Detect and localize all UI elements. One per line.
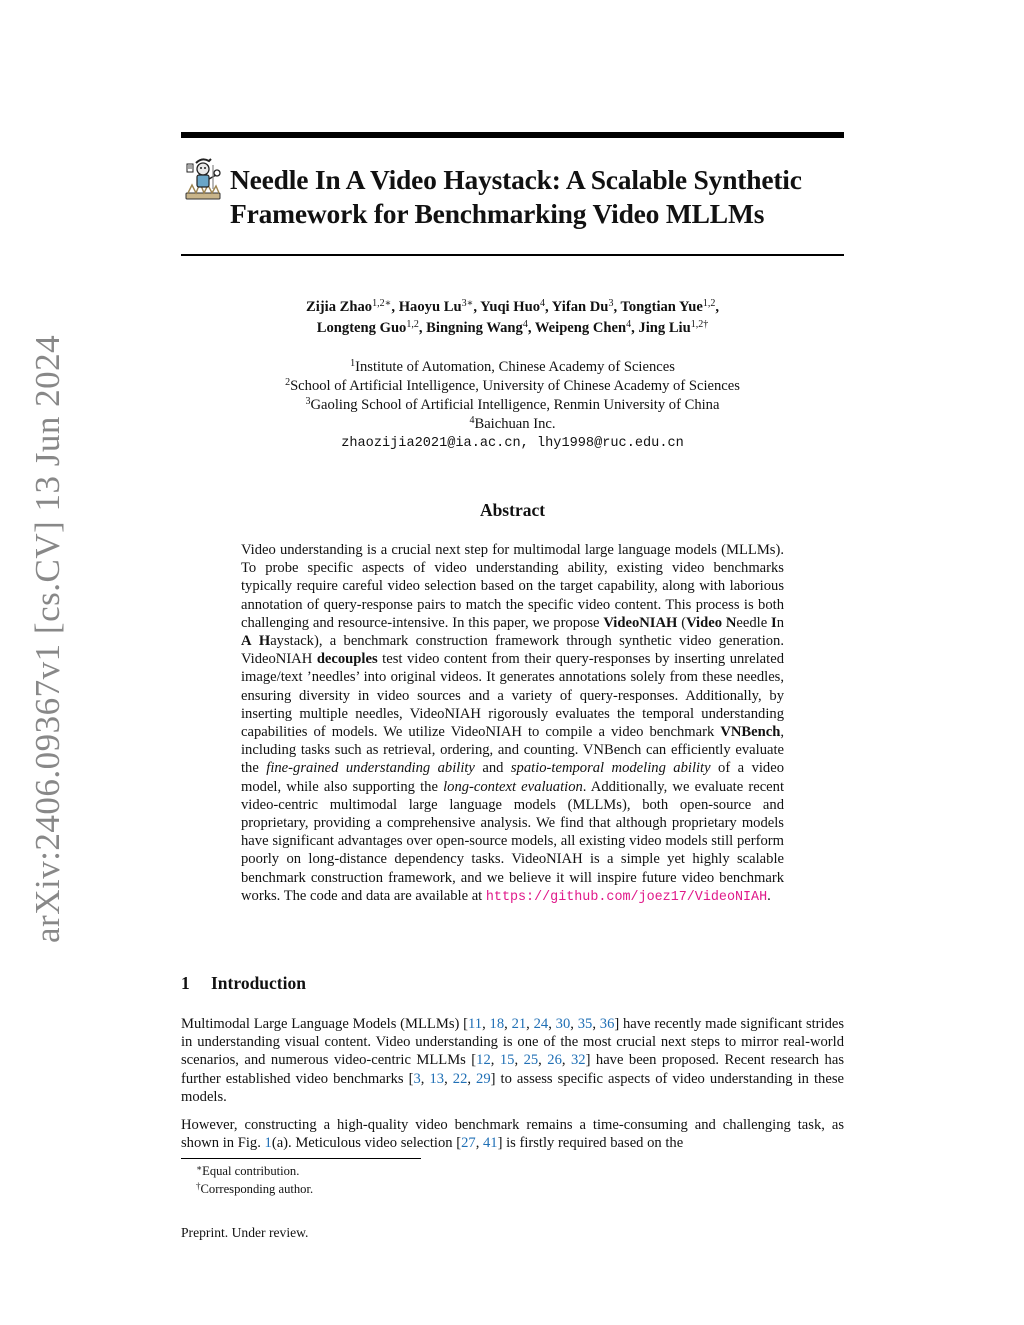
preprint-notice: Preprint. Under review. xyxy=(181,1225,309,1240)
arxiv-identifier: arXiv:2406.09367v1 [cs.CV] 13 Jun 2024 xyxy=(28,334,67,943)
equal-contribution-mark: ∗ xyxy=(384,298,392,309)
citation-link[interactable]: 25 xyxy=(523,1052,539,1069)
abstract-italic: long-context evaluation xyxy=(443,778,583,795)
author-name: Yuqi Huo xyxy=(480,299,541,315)
abstract-heading: Abstract xyxy=(479,500,546,520)
abstract-text: . Additionally, we evaluate recent video-centric multimodal large language models (MLLMs), both open-source and proprietary, providing a comprehensive analysis. We find that although proprietary models have significant advantages over open-source models, all existing video models still perform poorly on long-distance dependency tasks. VideoNIAH is a simple yet highly scalable benchmark construction framework, and we believe it will inspire future video benchmark works. The code and data are available at xyxy=(241,778,784,904)
abstract-bold: I xyxy=(771,614,777,631)
citation-link[interactable]: 24 xyxy=(533,1016,549,1032)
citation-link[interactable]: 29 xyxy=(476,1070,491,1087)
intro-paragraph-2: However, constructing a high-quality video benchmark remains a time-consuming and challenging task, as shown in Fig. 1(a). Meticulous video selection [27, 41] is firstly required based on the xyxy=(181,1117,844,1152)
section-title: Introduction xyxy=(211,973,306,993)
author-affil-sup: 1,2 xyxy=(372,298,385,309)
citation-link[interactable]: 18 xyxy=(489,1016,505,1032)
abstract-text: of a video model, while also supporting the xyxy=(241,760,784,795)
citation-link[interactable]: 22 xyxy=(452,1070,468,1087)
author-line-1: Zijia Zhao$^{1,2∗}$, Haoyu $Lu^{3∗}$, Yuqi Huo$^4$, Yifan Du$^3$, Tongtian Yue$^{1,2}$, xyxy=(306,298,719,315)
affiliation xyxy=(181,415,844,434)
abstract-text xyxy=(252,633,259,649)
affiliation xyxy=(181,396,844,415)
citation-link[interactable]: 35 xyxy=(577,1016,593,1032)
equal-contribution-mark: ∗ xyxy=(466,298,474,309)
title-line-2: Framework for Benchmarking Video MLLMs xyxy=(230,198,765,229)
affiliation-number: 2 xyxy=(285,377,291,388)
abstract-text: Video understanding is a crucial next step for multimodal large language models (MLLMs). To probe specific aspects of video understanding ability, existing video benchmarks typically require careful video selection based on the target capability, along with laborious annotation of query-response pairs to match the specific video content. This process is both challenging and resource-intensive. In this paper, we propose xyxy=(241,542,784,631)
abstract-text: ( xyxy=(677,614,687,631)
author-affil-sup: 1,2 xyxy=(406,319,419,330)
affiliation-text: Institute of Automation, Chinese Academy of Sciences xyxy=(355,359,675,375)
affiliation-text: School of Artificial Intelligence, University of Chinese Academy of Sciences xyxy=(290,378,740,394)
footnote-text: Equal contribution. xyxy=(202,1164,300,1178)
author-affil-sup: 3 xyxy=(461,298,467,309)
affiliation-text: Baichuan Inc. xyxy=(474,416,556,432)
contact-emails: zhaozijia2021@ia.ac.cn, lhy1998@ruc.edu.cn xyxy=(341,436,684,451)
author-name: Yifan Du xyxy=(551,299,609,315)
citation-link[interactable]: 12 xyxy=(476,1052,491,1069)
corresponding-author-mark: † xyxy=(703,319,709,330)
author-name: Bingning Wang xyxy=(426,320,523,336)
author-name: Haoyu Lu xyxy=(398,299,462,315)
author-name: Longteng Guo xyxy=(316,320,407,336)
title-rule-top xyxy=(181,132,844,138)
citation-link[interactable]: 21 xyxy=(511,1016,527,1032)
title-line-1: Needle In A Video Haystack: A Scalable Synthetic xyxy=(230,164,802,195)
abstract-bold: decouples xyxy=(316,651,378,668)
affiliation-number: 4 xyxy=(469,415,475,426)
footnote-equal-contribution xyxy=(196,1162,313,1180)
abstract-bold: VideoNIAH xyxy=(603,614,678,631)
author-affil-sup: 4 xyxy=(522,319,528,330)
affiliation-list xyxy=(181,358,844,453)
author-affil-sup: 4 xyxy=(626,319,632,330)
footnote-mark: ∗ xyxy=(196,1163,203,1173)
body-text: (a). Meticulous video selection [ xyxy=(271,1135,462,1152)
author-affil-sup: 1,2 xyxy=(702,298,716,309)
section-number: 1 xyxy=(181,973,190,993)
abstract-bold: A xyxy=(241,633,252,650)
author-affil-sup: 3 xyxy=(608,298,614,309)
footnotes xyxy=(196,1162,313,1198)
citation-link[interactable]: 11 xyxy=(468,1016,483,1032)
abstract-bold: H xyxy=(258,633,271,650)
citation-link[interactable]: 32 xyxy=(570,1052,586,1069)
body-text: However, constructing a high-quality video benchmark remains a time-consuming and challenging task, as shown in Fig. xyxy=(181,1117,844,1152)
abstract-bold: VNBench xyxy=(720,724,781,741)
author-name: Zijia Zhao xyxy=(306,299,373,315)
author-list xyxy=(181,297,844,339)
author-name: Tongtian Yue xyxy=(620,299,703,315)
abstract-text: test video content from their query-responses by inserting unrelated image/text ’needles’ into original videos. It generates annotations solely from these needles, ensuring diversity in video sources and a variety of query-responses. Additionally, by inserting multiple needles, VideoNIAH rigorously evaluates the temporal understanding capabilities of models. We utilize VideoNIAH to compile a video benchmark xyxy=(241,651,784,741)
abstract-bold: N xyxy=(722,614,737,631)
title-rule-bottom xyxy=(181,254,844,256)
footnote-rule xyxy=(181,1158,421,1159)
code-repository-link[interactable]: https://github.com/joez17/VideoNIAH xyxy=(485,889,768,905)
abstract-text: aystack), a benchmark construction framework through synthetic video generation. VideoNIAH xyxy=(241,633,784,668)
body-text: ] have recently made significant strides in understanding visual content. Video understanding is one of the most crucial next steps to mirror real-world scenarios, and numerous video-centric MLLMs [ xyxy=(181,1016,845,1069)
abstract-text: . xyxy=(767,887,771,904)
citation-link[interactable]: 3 xyxy=(413,1070,421,1087)
body-text: ] to assess specific aspects of video understanding in these models. xyxy=(181,1070,844,1105)
body-text: Multimodal Large Language Models (MLLMs) [ xyxy=(181,1016,469,1032)
section-heading-introduction xyxy=(181,973,306,994)
body-text: ] have been proposed. Recent research has further established video benchmarks [ xyxy=(181,1052,845,1087)
affiliation xyxy=(181,358,844,377)
footnote-text: Corresponding author. xyxy=(200,1182,314,1196)
body-text: ] is firstly required based on the xyxy=(497,1135,684,1152)
affiliation xyxy=(181,377,844,396)
footnote-mark: † xyxy=(196,1181,201,1191)
affiliation-text: Gaoling School of Artificial Intelligence, Renmin University of China xyxy=(310,397,720,413)
intro-paragraph-1: Multimodal Large Language Models (MLLMs) [11, 18, 21, 24, 30, 35, 36] have recently made significant strides in understanding visual content. Video understanding is one of the most crucial next steps to mirror real-world scenarios, and numerous video-centric MLLMs [12, 15, 25, 26, 32] have been proposed. Recent research has further established video benchmarks [3, 13, 22, 29] to assess specific aspects of video understanding in these models. xyxy=(181,1016,845,1105)
citation-link[interactable]: 13 xyxy=(429,1070,445,1087)
abstract-text: eedle xyxy=(736,614,771,631)
needle-haystack-logo-icon xyxy=(182,155,224,201)
citation-link[interactable]: 27 xyxy=(461,1135,476,1152)
affiliation-number: 1 xyxy=(350,358,356,369)
author-line-2: Longteng Guo$^{1,2}$, Bingning Wang$^4$, Weipeng Chen$^4$, Jing Liu$^{1,2\dagger}$ xyxy=(316,319,709,336)
abstract-bold: Video xyxy=(686,614,723,631)
paper-title xyxy=(230,163,850,231)
citation-link[interactable]: 30 xyxy=(555,1016,571,1032)
citation-link[interactable]: 26 xyxy=(547,1052,562,1069)
author-name: Weipeng Chen xyxy=(534,320,627,336)
abstract-italic: spatio-temporal modeling ability xyxy=(510,760,711,777)
author-affil-sup: 4 xyxy=(540,298,546,309)
abstract-body xyxy=(241,541,784,907)
affiliation-number: 3 xyxy=(305,396,311,407)
footnote-corresponding-author xyxy=(196,1180,313,1198)
abstract-text: n xyxy=(776,614,784,631)
figure-reference-link[interactable]: 1 xyxy=(264,1135,272,1152)
author-name: Jing Liu xyxy=(638,320,691,336)
citation-link[interactable]: 41 xyxy=(482,1135,498,1152)
abstract-italic: fine-grained understanding ability xyxy=(266,760,475,777)
author-affil-sup: 1,2 xyxy=(690,319,704,330)
abstract-text: and xyxy=(474,760,511,777)
citation-link[interactable]: 36 xyxy=(599,1016,615,1032)
citation-link[interactable]: 15 xyxy=(499,1052,515,1069)
abstract-text: , including tasks such as retrieval, ordering, and counting. VNBench can efficiently evaluate the xyxy=(241,724,784,777)
